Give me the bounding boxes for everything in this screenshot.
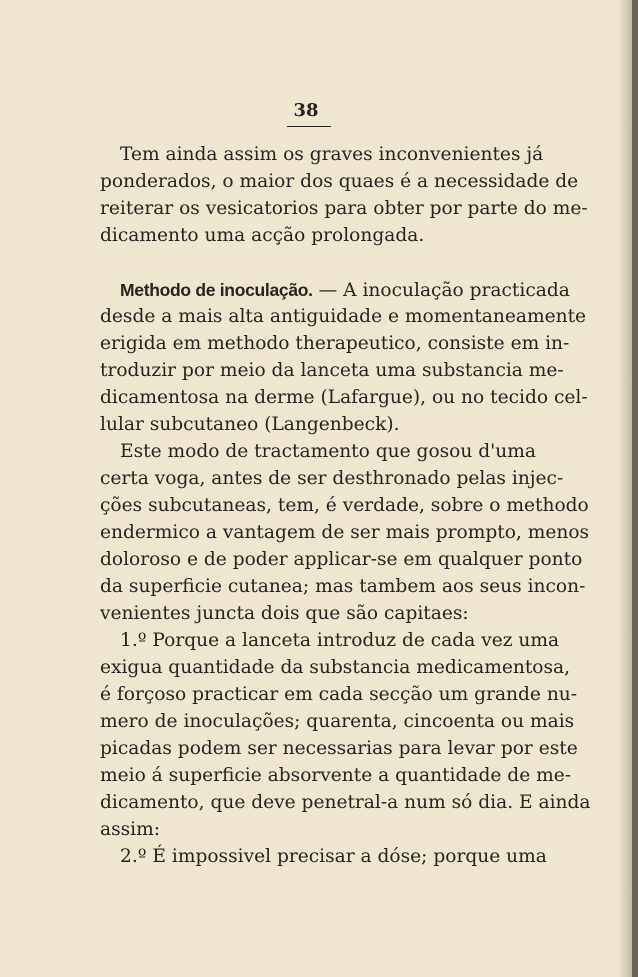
book-spine-shadow [618, 0, 632, 977]
text-line: dicamento uma acção prolongada. [100, 225, 425, 246]
section-heading: Methodo de inoculação. [120, 280, 313, 300]
page-number: 38 [293, 100, 319, 121]
text-line: assim: [100, 819, 161, 840]
text-line: desde a mais alta antiguidade e momentaneamente [100, 306, 587, 327]
text-line: Tem ainda assim os graves inconvenientes já [120, 144, 544, 165]
text-line: lular subcutaneo (Langenbeck). [100, 414, 400, 435]
section-heading-line [120, 278, 570, 302]
text-line: meio á superficie absorvente a quantidade de me- [100, 765, 572, 786]
text-line: é forçoso practicar em cada secção um grande nu- [100, 684, 578, 705]
text-line: reiterar os vesicatorios para obter por parte do me- [100, 198, 588, 219]
text-line: endermico a vantagem de ser mais prompto, menos [100, 522, 590, 543]
text-line: mero de inoculações; quarenta, cincoenta ou mais [100, 711, 575, 732]
text-line: Este modo de tractamento que gosou d'uma [120, 441, 536, 462]
text-line: exigua quantidade da substancia medicamentosa, [100, 657, 571, 678]
text-line: ponderados, o maior dos quaes é a necessidade de [100, 171, 579, 192]
text-line: venientes juncta dois que são capitaes: [100, 603, 469, 624]
text-line: picadas podem ser necessarias para levar por este [100, 738, 578, 759]
text-line: ções subcutaneas, tem, é verdade, sobre o methodo [100, 495, 589, 516]
text-line: dicamento, que deve penetral-a num só dia. E ainda [100, 792, 591, 813]
text-line: 1.º Porque a lanceta introduz de cada vez uma [120, 630, 560, 651]
text-line: erigida em methodo therapeutico, consiste em in- [100, 333, 570, 354]
text-line: da superficie cutanea; mas tambem aos seus incon- [100, 576, 586, 597]
heading-continuation: — A inoculação practicada [312, 280, 570, 301]
text-line: certa voga, antes de ser desthronado pelas injec- [100, 468, 564, 489]
page-number-rule [287, 126, 331, 127]
text-line: dicamentosa na derme (Lafargue), ou no tecido cel- [100, 387, 588, 408]
text-line: 2.º É impossivel precisar a dóse; porque uma [120, 846, 547, 867]
text-line: doloroso e de poder applicar-se em qualquer ponto [100, 549, 583, 570]
text-line: troduzir por meio da lanceta uma substancia me- [100, 360, 564, 381]
